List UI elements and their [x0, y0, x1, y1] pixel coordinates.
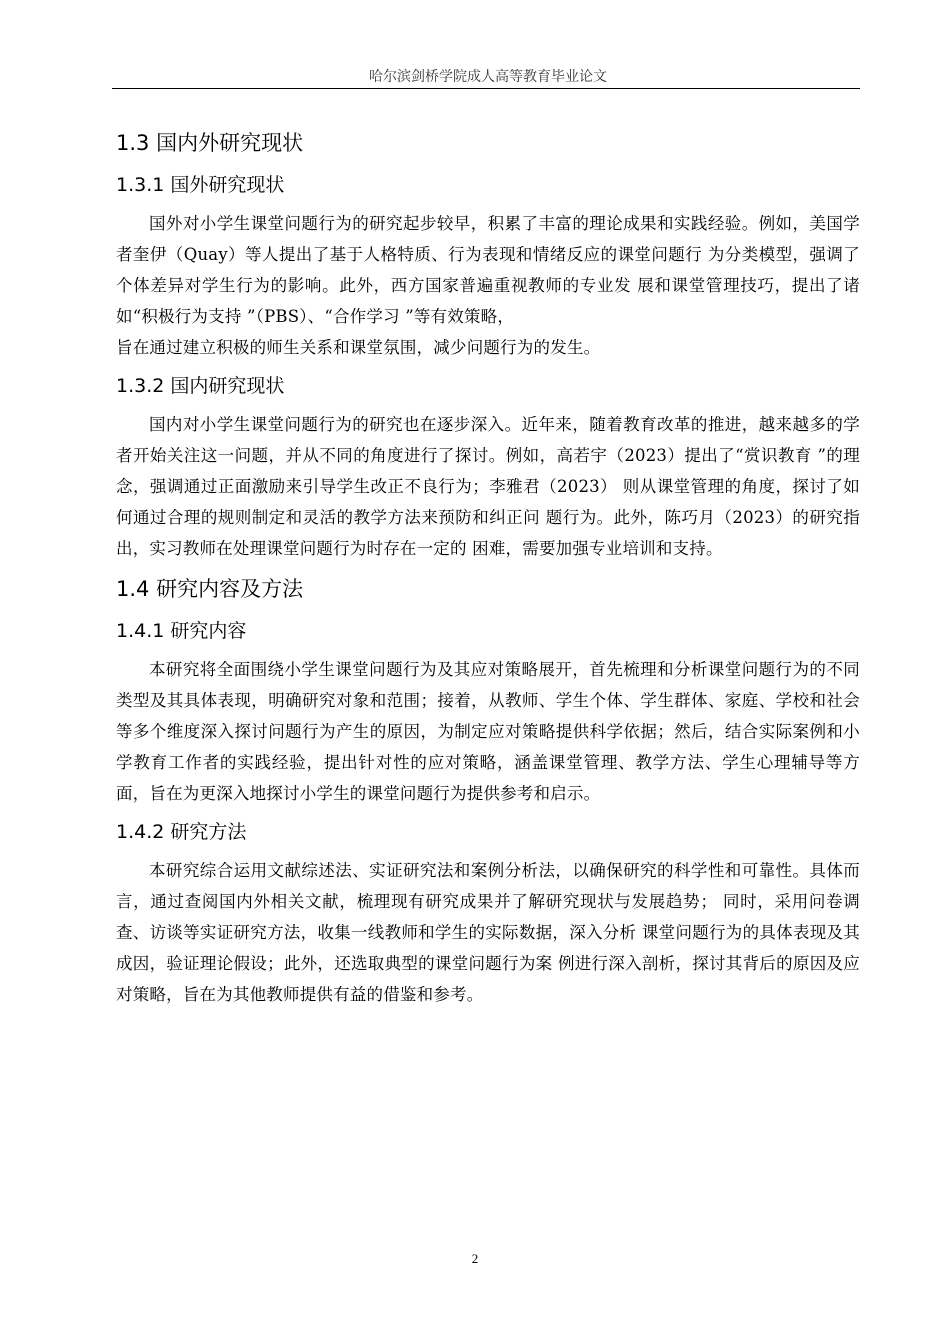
header-divider — [112, 88, 860, 89]
paragraph-domestic-research: 国内对小学生课堂问题行为的研究也在逐步深入。近年来，随着教育改革的推进，越来越多的学者开始关注这一问题，并从不同的角度进行了探讨。例如，高若宇（2023）提出了“赏识教育 ”的理念，强调通过正面激励来引导学生改正不良行为；李雅君（2023） 则从课堂管理的角度，探讨了如何通过合理的规则制定和灵活的教学方法来预防和纠正问 题行为。此外，陈巧月（2023）的研究指出，实习教师在处理课堂问题行为时存在一定的 困难，需要加强专业培训和支持。 — [116, 415, 860, 558]
paragraph-research-methods: 本研究综合运用文献综述法、实证研究法和案例分析法，以确保研究的科学性和可靠性。具体而言，通过查阅国内外相关文献，梳理现有研究成果并了解研究现状与发展趋势； 同时，采用问卷调查、访谈等实证研究方法，收集一线教师和学生的实际数据，深入分析 课堂问题行为的具体表现及其成因，验证理论假设；此外，还选取典型的课堂问题行为案 例进行深入剖析，探讨其背后的原因及应对策略，旨在为其他教师提供有益的借鉴和参考。 — [116, 861, 860, 1004]
running-header: 哈尔滨剑桥学院成人高等教育毕业论文 — [369, 69, 607, 85]
page-body — [116, 118, 860, 1010]
section-heading-1-3: 1.3 国内外研究现状 — [116, 131, 304, 155]
section-heading-1-4-2: 1.4.2 研究方法 — [116, 821, 247, 843]
section-heading-1-3-1: 1.3.1 国外研究现状 — [116, 174, 285, 196]
paragraph-research-content: 本研究将全面围绕小学生课堂问题行为及其应对策略展开，首先梳理和分析课堂问题行为的不同类型及其具体表现，明确研究对象和范围；接着，从教师、学生个体、学生群体、家庭、学校和社会等多个维度深入探讨问题行为产生的原因，为制定应对策略提供科学依据；然后，结合实际案例和小学教育工作者的实践经验，提出针对性的应对策略，涵盖课堂管理、教学方法、学生心理辅导等方面，旨在为更深入地探讨小学生的课堂问题行为提供参考和启示。 — [116, 660, 860, 803]
section-heading-1-4: 1.4 研究内容及方法 — [116, 577, 304, 601]
page-number: 2 — [471, 1251, 479, 1266]
section-heading-1-3-2: 1.3.2 国内研究现状 — [116, 375, 285, 397]
paragraph-foreign-research-cont: 旨在通过建立积极的师生关系和课堂氛围，减少问题行为的发生。 — [116, 338, 601, 357]
paragraph-foreign-research: 国外对小学生课堂问题行为的研究起步较早，积累了丰富的理论成果和实践经验。例如，美国学者奎伊（Quay）等人提出了基于人格特质、行为表现和情绪反应的课堂问题行 为分类模型，强调了个体差异对学生行为的影响。此外，西方国家普遍重视教师的专业发 展和课堂管理技巧，提出了诸如“积极行为支持 ”（PBS）、“合作学习 ”等有效策略， — [116, 214, 860, 326]
section-heading-1-4-1: 1.4.1 研究内容 — [116, 620, 247, 642]
